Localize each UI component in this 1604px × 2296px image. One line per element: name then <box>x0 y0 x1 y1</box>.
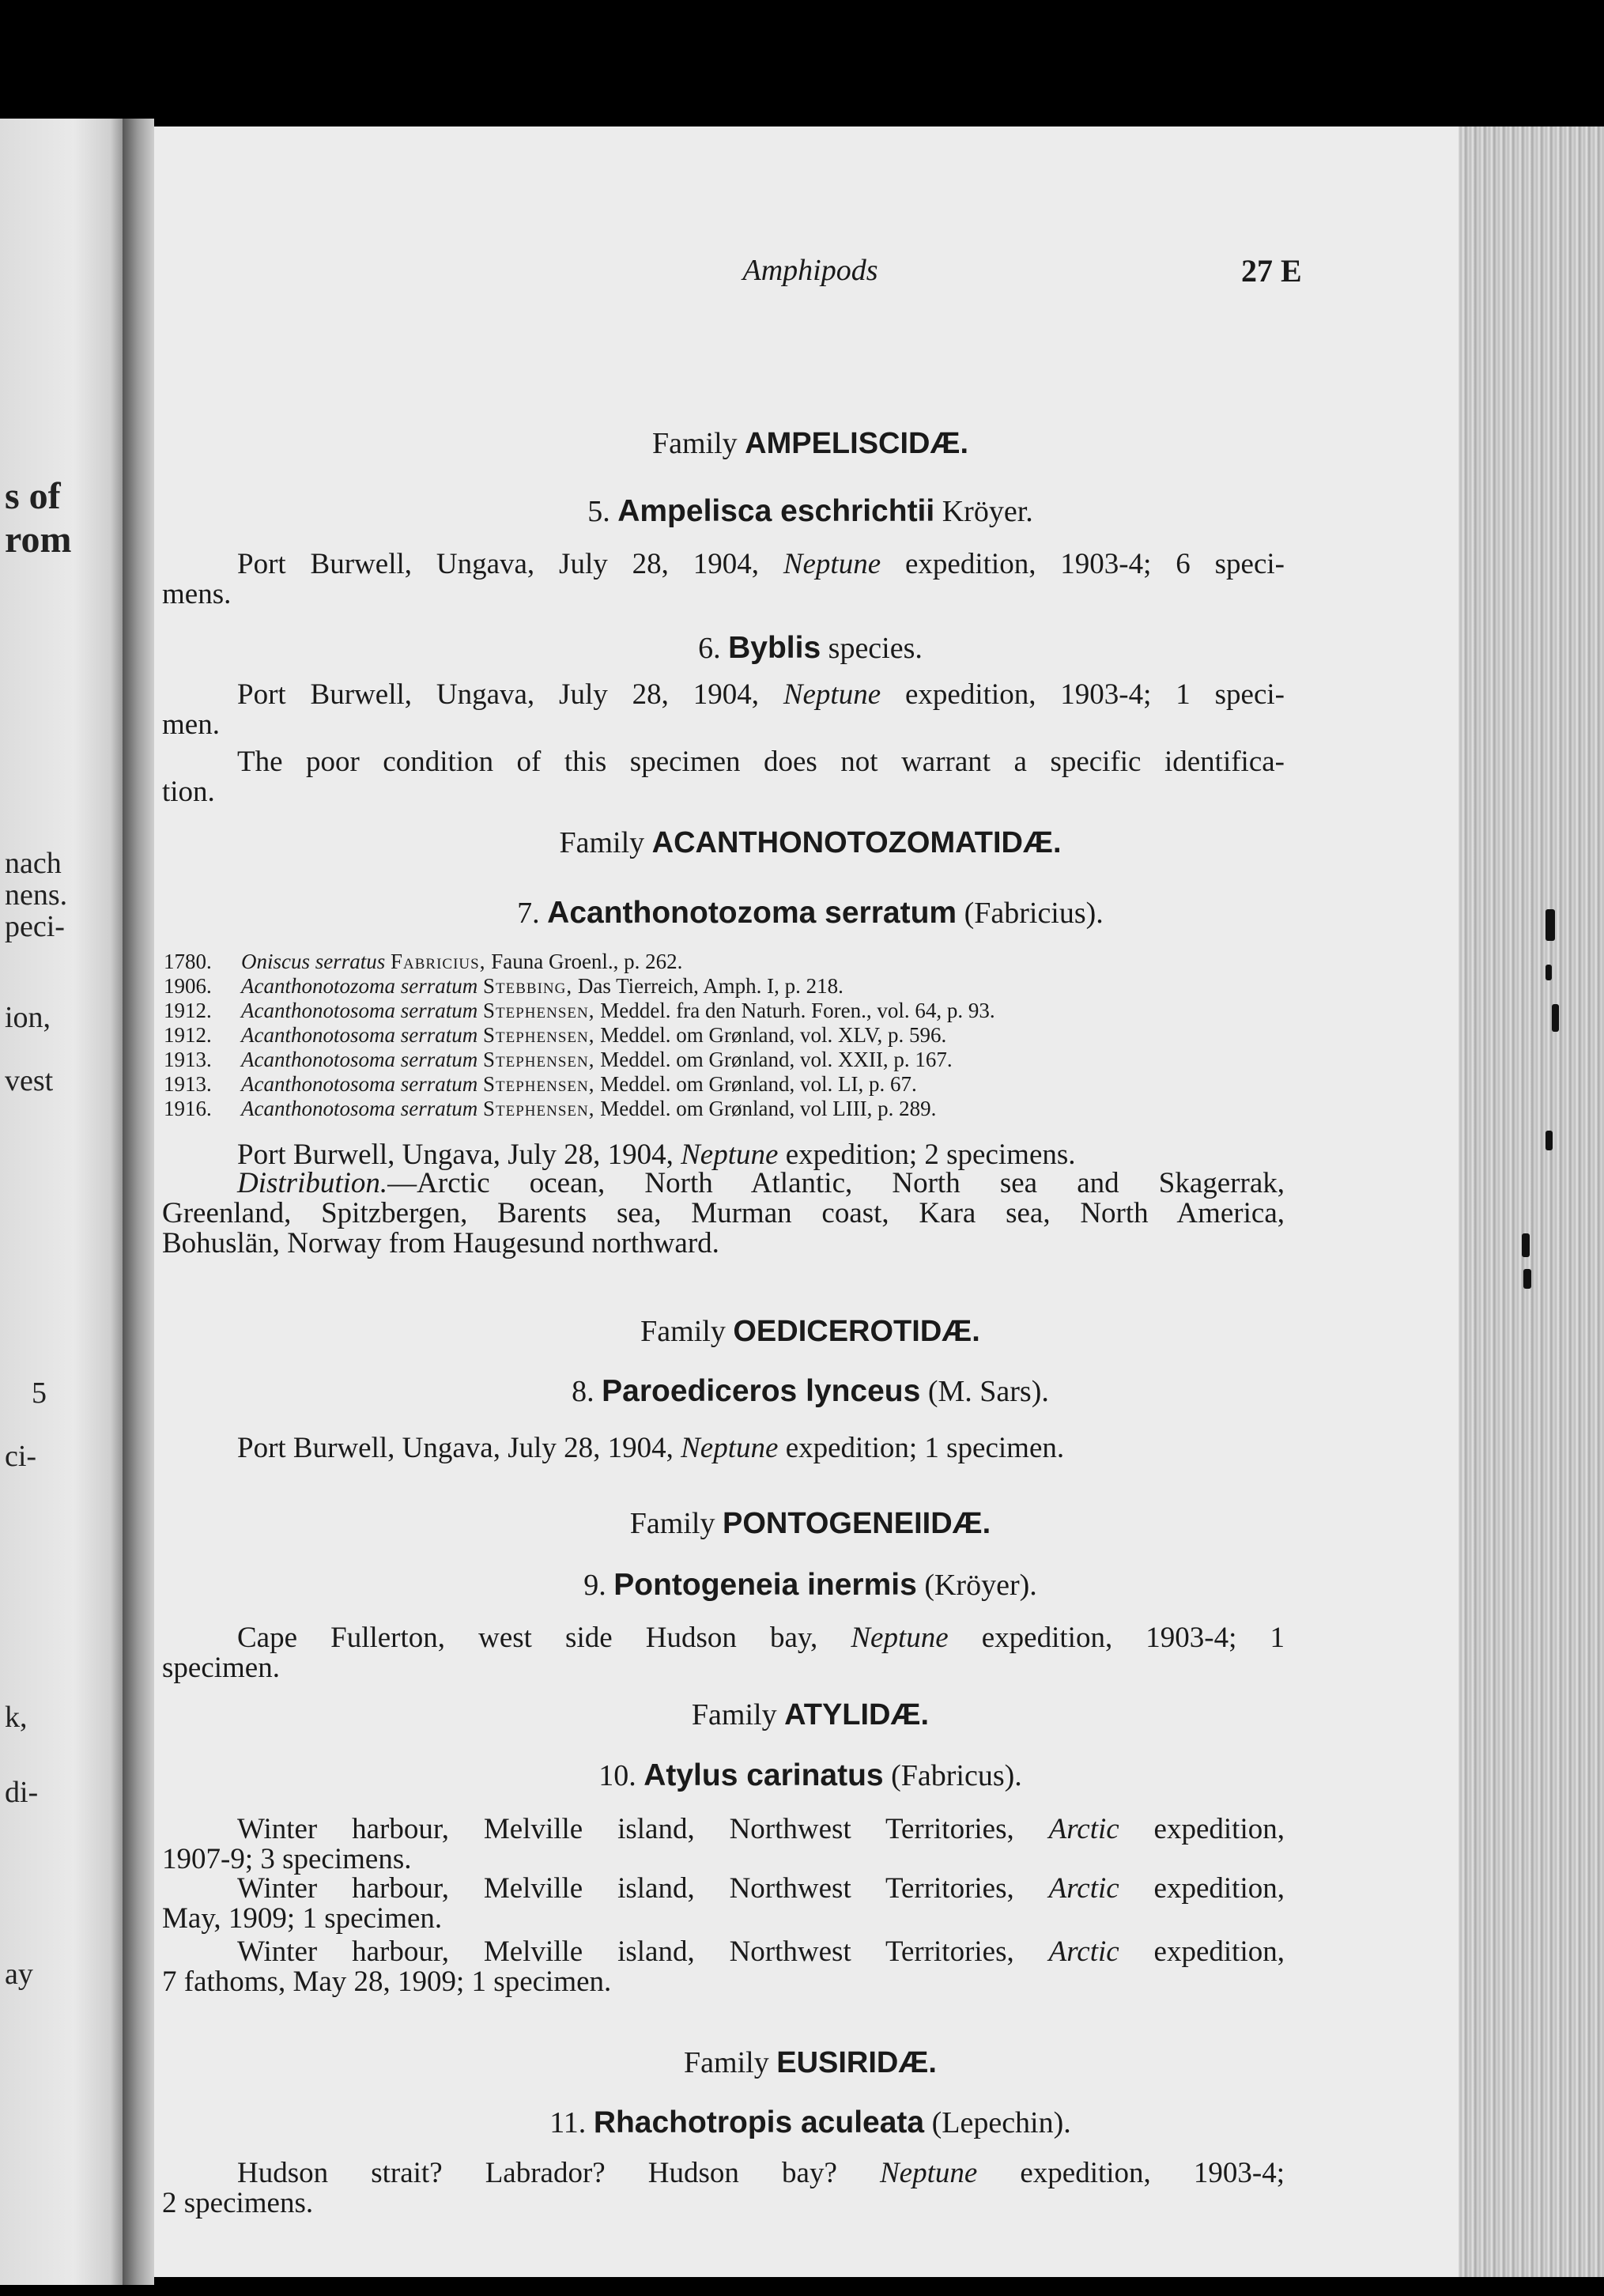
text-line <box>237 2158 1285 2188</box>
left-page-fragment: ci- <box>5 1440 37 1473</box>
text-segment: Hudson strait? Labrador? Hudson bay? <box>237 2157 880 2189</box>
text-segment: expedition, <box>1119 1935 1285 1968</box>
family-heading <box>154 828 1466 858</box>
text-segment: Bohuslän, Norway from Haugesund northward. <box>162 1227 719 1259</box>
left-page-fragment: k, <box>5 1701 28 1734</box>
text-line <box>237 1874 1285 1903</box>
family-heading <box>154 1700 1466 1730</box>
species-name: Pontogeneia inermis <box>613 1568 917 1602</box>
text-line <box>162 777 215 806</box>
synonymy-year: 1912. <box>164 1023 212 1047</box>
species-author: (Fabricius). <box>964 897 1104 930</box>
species-heading <box>154 1376 1466 1407</box>
text-segment: 2 specimens. <box>162 2187 314 2219</box>
expedition-name: Neptune <box>681 1139 779 1171</box>
synonymy-reference: Das Tierreich, Amph. I, p. 218. <box>577 974 844 998</box>
synonymy-reference: Meddel. om Grønland, vol. XXII, p. 167. <box>600 1048 953 1071</box>
species-heading <box>154 2107 1466 2138</box>
family-heading <box>154 1509 1466 1539</box>
left-page-fragment: 5 <box>32 1376 47 1410</box>
synonymy-author: Stephensen, <box>483 1023 595 1047</box>
page-number: 27 E <box>1241 253 1302 289</box>
text-segment: Port Burwell, Ungava, July 28, 1904, <box>237 548 783 580</box>
family-name: OEDICEROTIDÆ. <box>733 1315 980 1348</box>
text-segment: expedition, 1903-4; 6 speci- <box>881 548 1285 580</box>
left-page-fragment: peci- <box>5 910 65 943</box>
species-number: 11. <box>549 2106 587 2139</box>
species-name: Paroediceros lynceus <box>602 1374 921 1408</box>
expedition-name: Neptune <box>681 1432 779 1464</box>
text-segment: expedition, 1903-4; 1 speci- <box>881 678 1285 711</box>
text-line <box>237 1433 1064 1463</box>
synonymy-reference: Meddel. om Grønland, vol LIII, p. 289. <box>600 1097 937 1120</box>
synonymy-author: Stebbing, <box>483 974 573 998</box>
species-heading <box>154 496 1466 527</box>
text-segment: Winter harbour, Melville island, Northwest Territories, <box>237 1813 1049 1845</box>
text-segment: Cape Fullerton, west side Hudson bay, <box>237 1622 851 1654</box>
expedition-name: Arctic <box>1048 1813 1119 1845</box>
synonymy-year: 1912. <box>164 999 212 1022</box>
species-number: 8. <box>572 1375 594 1408</box>
text-segment: expedition, <box>1119 1872 1285 1905</box>
text-segment: expedition; 1 specimen. <box>778 1432 1065 1464</box>
text-line <box>162 1229 719 1258</box>
synonymy-reference: Fauna Groenl., p. 262. <box>491 950 683 973</box>
text-segment: —Arctic ocean, North Atlantic, North sea and Skagerrak, <box>387 1167 1285 1199</box>
family-heading <box>154 1316 1466 1346</box>
family-label: Family <box>691 1698 777 1731</box>
expedition-name: Neptune <box>851 1622 949 1654</box>
text-segment: expedition, 1903-4; 1 <box>948 1622 1285 1654</box>
text-line <box>237 1169 1285 1198</box>
synonymy-name: Acanthonotosoma serratum <box>241 1023 478 1047</box>
family-label: Family <box>640 1315 726 1348</box>
species-heading <box>154 633 1466 663</box>
synonymy-line <box>164 1000 995 1021</box>
text-line <box>162 1904 442 1933</box>
text-line <box>162 1199 1285 1228</box>
expedition-name: Neptune <box>783 678 881 711</box>
family-label: Family <box>684 2046 769 2079</box>
synonymy-year: 1780. <box>164 950 212 973</box>
text-segment: 7 fathoms, May 28, 1909; 1 specimen. <box>162 1966 612 1998</box>
left-facing-page <box>0 119 123 2285</box>
species-heading <box>154 897 1466 928</box>
synonymy-line <box>164 1074 917 1095</box>
text-line <box>162 2188 313 2218</box>
text-segment: specimen. <box>162 1652 280 1684</box>
synonymy-line <box>164 1025 946 1046</box>
family-name: PONTOGENEIIDÆ. <box>722 1507 991 1540</box>
species-author: Kröyer. <box>942 495 1033 528</box>
page-edges <box>1459 127 1604 2277</box>
synonymy-name: Acanthonotosoma serratum <box>241 1097 478 1120</box>
synonymy-year: 1906. <box>164 974 212 998</box>
family-heading <box>154 2048 1466 2078</box>
text-line <box>162 1967 611 1996</box>
species-name: Ampelisca eschrichtii <box>617 494 935 528</box>
text-line <box>162 1653 280 1682</box>
family-label: Family <box>651 427 738 460</box>
text-segment: expedition, 1903-4; <box>977 2157 1285 2189</box>
species-name: Acanthonotozoma serratum <box>547 896 957 930</box>
expedition-name: Arctic <box>1048 1935 1119 1968</box>
synonymy-name: Oniscus serratus <box>241 950 386 973</box>
species-name: Byblis <box>728 631 821 665</box>
italic-lead: Distribution. <box>237 1167 388 1199</box>
synonymy-author: Stephensen, <box>483 1048 595 1071</box>
text-segment: Port Burwell, Ungava, July 28, 1904, <box>237 1432 681 1464</box>
synonymy-name: Acanthonotosoma serratum <box>241 1072 478 1096</box>
family-heading <box>154 429 1466 459</box>
species-author: species. <box>828 632 923 665</box>
synonymy-reference: Meddel. om Grønland, vol. XLV, p. 596. <box>600 1023 947 1047</box>
synonymy-author: Stephensen, <box>483 999 595 1022</box>
left-page-fragment: s of <box>5 475 61 517</box>
synonymy-line <box>164 976 844 997</box>
left-page-fragment: di- <box>5 1776 39 1809</box>
text-line <box>162 1845 411 1874</box>
species-number: 10. <box>598 1759 636 1792</box>
family-name: AMPELISCIDÆ. <box>745 427 969 460</box>
expedition-name: Neptune <box>879 2157 978 2189</box>
text-segment: The poor condition of this specimen does not warrant a specific identifica- <box>237 746 1285 778</box>
left-page-fragment: nach <box>5 847 62 880</box>
left-page-fragment: vest <box>5 1064 54 1097</box>
text-segment: Winter harbour, Melville island, Northwest Territories, <box>237 1935 1049 1968</box>
species-name: Atylus carinatus <box>643 1758 884 1792</box>
synonymy-line <box>164 951 682 972</box>
synonymy-author: Stephensen, <box>483 1072 595 1096</box>
text-segment: mens. <box>162 578 232 610</box>
synonymy-line <box>164 1098 936 1120</box>
synonymy-author: Stephensen, <box>483 1097 595 1120</box>
synonymy-author: Fabricius, <box>391 950 486 973</box>
text-line <box>237 1937 1285 1966</box>
text-segment: Port Burwell, Ungava, July 28, 1904, <box>237 1139 681 1171</box>
species-author: (M. Sars). <box>927 1375 1049 1408</box>
text-segment: men. <box>162 708 220 741</box>
species-author: (Lepechin). <box>931 2106 1071 2139</box>
expedition-name: Arctic <box>1048 1872 1119 1905</box>
book-gutter <box>123 119 154 2285</box>
family-name: ACANTHONOTOZOMATIDÆ. <box>651 826 1062 859</box>
species-heading <box>154 1760 1466 1791</box>
text-line <box>237 549 1285 579</box>
family-name: EUSIRIDÆ. <box>776 2046 937 2079</box>
synonymy-name: Acanthonotozoma serratum <box>241 974 478 998</box>
book-page <box>154 127 1466 2277</box>
text-segment: 1907-9; 3 specimens. <box>162 1843 412 1875</box>
family-label: Family <box>559 826 645 859</box>
text-segment: tion. <box>162 776 215 808</box>
left-page-fragment: ion, <box>5 1001 51 1034</box>
text-line <box>162 710 220 739</box>
text-segment: Port Burwell, Ungava, July 28, 1904, <box>237 678 783 711</box>
species-name: Rhachotropis aculeata <box>593 2105 925 2139</box>
species-heading <box>154 1569 1466 1600</box>
text-segment: May, 1909; 1 specimen. <box>162 1902 443 1935</box>
text-segment: Greenland, Spitzbergen, Barents sea, Murman coast, Kara sea, North America, <box>162 1197 1285 1229</box>
species-author: (Fabricus). <box>891 1759 1022 1792</box>
synonymy-year: 1913. <box>164 1048 212 1071</box>
synonymy-name: Acanthonotosoma serratum <box>241 1048 478 1071</box>
family-label: Family <box>629 1507 715 1540</box>
left-page-fragment: nens. <box>5 878 68 912</box>
synonymy-reference: Meddel. om Grønland, vol. LI, p. 67. <box>600 1072 917 1096</box>
synonymy-year: 1913. <box>164 1072 212 1096</box>
text-line <box>237 680 1285 709</box>
synonymy-line <box>164 1049 953 1071</box>
left-page-fragment: rom <box>5 519 72 561</box>
text-line <box>237 1815 1285 1844</box>
expedition-name: Neptune <box>783 548 881 580</box>
synonymy-reference: Meddel. fra den Naturh. Foren., vol. 64, p. 93. <box>600 999 995 1022</box>
species-number: 5. <box>587 495 610 528</box>
synonymy-name: Acanthonotosoma serratum <box>241 999 478 1022</box>
species-number: 6. <box>698 632 721 665</box>
species-number: 9. <box>583 1569 606 1602</box>
text-segment: expedition; 2 specimens. <box>778 1139 1076 1171</box>
synonymy-year: 1916. <box>164 1097 212 1120</box>
species-number: 7. <box>517 897 540 930</box>
text-segment: Winter harbour, Melville island, Northwest Territories, <box>237 1872 1049 1905</box>
left-page-fragment: ay <box>5 1958 33 1991</box>
text-line <box>237 1623 1285 1652</box>
family-name: ATYLIDÆ. <box>784 1698 930 1731</box>
text-line <box>237 1140 1076 1169</box>
running-head: Amphipods <box>742 254 878 287</box>
text-line <box>162 580 231 609</box>
species-author: (Kröyer). <box>924 1569 1037 1602</box>
text-line <box>237 747 1285 776</box>
text-segment: expedition, <box>1119 1813 1285 1845</box>
